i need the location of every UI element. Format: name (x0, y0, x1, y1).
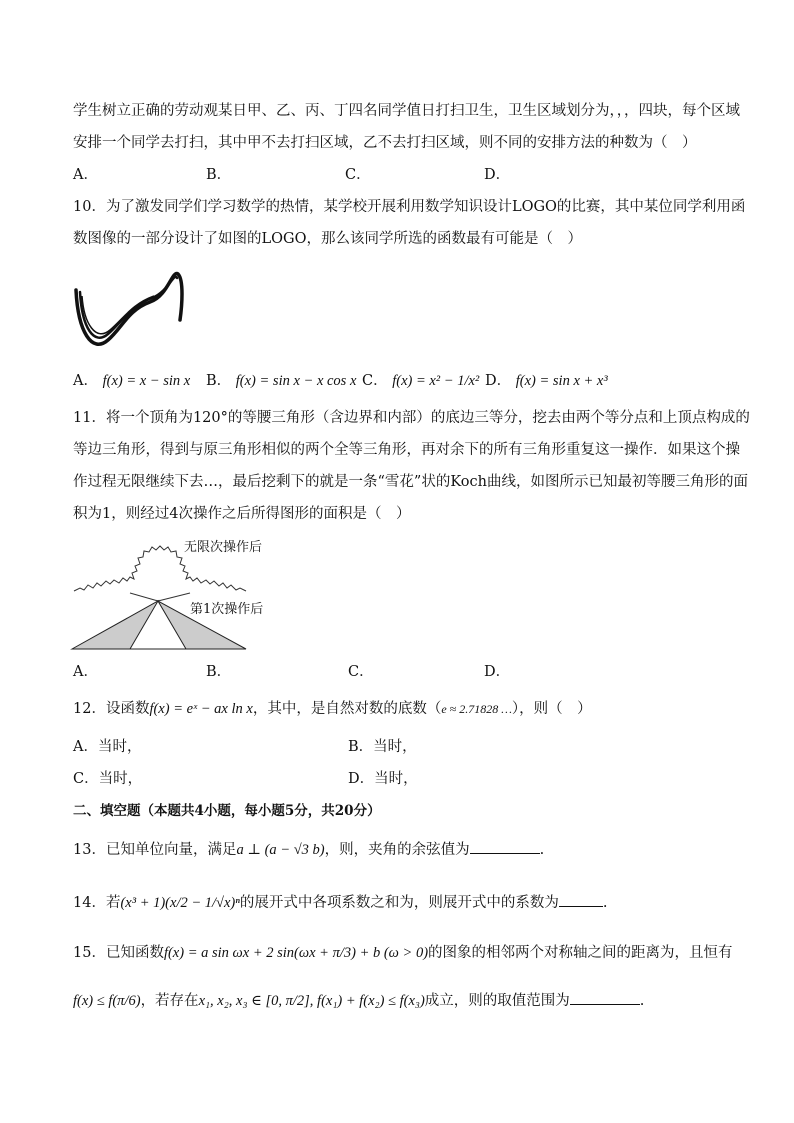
q11-option-c[interactable]: C． (348, 664, 374, 680)
q14-expr: (x³ + 1)(x/2 − 1/√x)ⁿ (120, 895, 240, 911)
q15-end: . (639, 993, 645, 1009)
q14-prefix: 14．若 (73, 895, 121, 911)
q13-line (73, 839, 544, 858)
q10-option-c[interactable] (362, 373, 479, 389)
q9-option-c[interactable]: C． (345, 167, 371, 183)
koch-stem-left (130, 593, 158, 601)
q11-option-d[interactable]: D． (484, 664, 511, 680)
q14-line (73, 892, 607, 911)
q10-option-d-label: D． (485, 373, 512, 389)
q12-option-b[interactable]: B．当时， (348, 739, 417, 755)
q14-answer-blank[interactable] (559, 892, 603, 907)
q10-option-d-expr: f(x) = sin x + x³ (515, 373, 608, 389)
q9-option-a[interactable]: A． (73, 167, 98, 183)
q15-line2-suffix: 成立，则的取值范围为 (424, 993, 570, 1009)
q9-option-b[interactable]: B． (206, 167, 232, 183)
q12-func: f(x) = eˣ − ax ln x (149, 701, 253, 717)
koch-stem-right (158, 593, 190, 601)
koch-label-bottom: 第1次操作后 (190, 602, 264, 617)
q15-expr: f(x) = a sin ωx + 2 sin(ωx + π/3) + b (ω > 0) (163, 945, 429, 961)
q14-end: . (602, 895, 608, 911)
triangle-left-shaded (72, 601, 158, 649)
q13-suffix: ，则，夹角的余弦值为 (324, 842, 470, 858)
q12-option-c[interactable]: C．当时， (73, 771, 143, 787)
q12-suffix: ），则（ ） (511, 701, 592, 717)
q13-end: . (539, 842, 545, 858)
q10-line1: 10．为了激发同学们学习数学的热情，某学校开展利用数学知识设计LOGO的比赛，其中某位同学利用函 (73, 199, 746, 215)
q15-line1 (73, 945, 733, 961)
q9-option-d[interactable]: D． (484, 167, 511, 183)
q15-line2-expr: f(x) ≤ f(π/6) (73, 993, 141, 1009)
q9-line2: 安排一个同学去打扫，其中甲不去打扫区域，乙不去打扫区域，则不同的安排方法的种数为（ ） (73, 135, 697, 151)
q12-prefix: 12．设函数 (73, 701, 150, 717)
q10-option-a[interactable] (73, 373, 190, 389)
q11-line4: 积为1，则经过4次操作之后所得图形的面积是（ ） (73, 506, 411, 522)
q11-line1: 11．将一个顶角为120°的等腰三角形（含边界和内部）的底边三等分，挖去由两个等分点和上顶点构成的 (73, 410, 750, 426)
q10-option-b-expr: f(x) = sin x − x cos x (235, 373, 357, 389)
q15-answer-blank[interactable] (570, 990, 640, 1005)
q12-option-d[interactable]: D．当时， (348, 771, 418, 787)
q14-suffix: 的展开式中各项系数之和为，则展开式中的系数为 (239, 895, 559, 911)
q10-option-a-label: A． (73, 373, 98, 389)
q12-middle: ，其中，是自然对数的底数（ (252, 701, 442, 717)
q13-answer-blank[interactable] (470, 839, 540, 854)
q12-e-value: e ≈ 2.71828 … (441, 702, 512, 716)
q15-line2 (73, 990, 644, 1009)
q10-option-b-label: B． (206, 373, 232, 389)
q13-expr: a ⊥ (a − √3 b) (236, 842, 325, 858)
logo-curve-inner (80, 277, 177, 338)
koch-label-top: 无限次操作后 (184, 540, 263, 555)
q15-line2-expr2: x₁, x₂, x₃ ∈ [0, π/2], f(x₁) + f(x₂) ≤ f(x₃) (198, 993, 425, 1009)
q10-option-a-expr: f(x) = x − sin x (102, 373, 191, 389)
q12-option-a[interactable]: A．当时， (73, 739, 142, 755)
q13-prefix: 13．已知单位向量，满足 (73, 842, 237, 858)
q10-option-d[interactable] (485, 373, 608, 389)
q11-option-a[interactable]: A． (73, 664, 98, 680)
q10-option-b[interactable] (206, 373, 356, 389)
q10-option-c-expr: f(x) = x² − 1/x² (392, 373, 480, 389)
q11-option-b[interactable]: B． (206, 664, 232, 680)
section-2-heading: 二、填空题（本题共4小题，每小题5分，共20分） (73, 803, 381, 819)
q11-line2: 等边三角形，得到与原三角形相似的两个全等三角形，再对余下的所有三角形重复这一操作．如果这个操 (73, 442, 740, 458)
q15-prefix: 15．已知函数 (73, 945, 164, 961)
q9-line1: 学生树立正确的劳动观某日甲、乙、丙、丁四名同学值日打扫卫生，卫生区域划分为，，，四块，每个区域 (73, 103, 740, 119)
logo-figure (70, 262, 190, 362)
q11-line3: 作过程无限继续下去…，最后挖剩下的就是一条“雪花”状的Koch曲线，如图所示已知最初等腰三角形的面 (73, 474, 748, 490)
q15-suffix: 的图象的相邻两个对称轴之间的距离为，且恒有 (428, 945, 733, 961)
q10-option-c-label: C． (362, 373, 388, 389)
q10-line2: 数图像的一部分设计了如图的LOGO，那么该同学所选的函数最有可能是（ ） (73, 231, 582, 247)
q15-line2-mid: ，若存在 (140, 993, 199, 1009)
q12-line (73, 701, 592, 717)
